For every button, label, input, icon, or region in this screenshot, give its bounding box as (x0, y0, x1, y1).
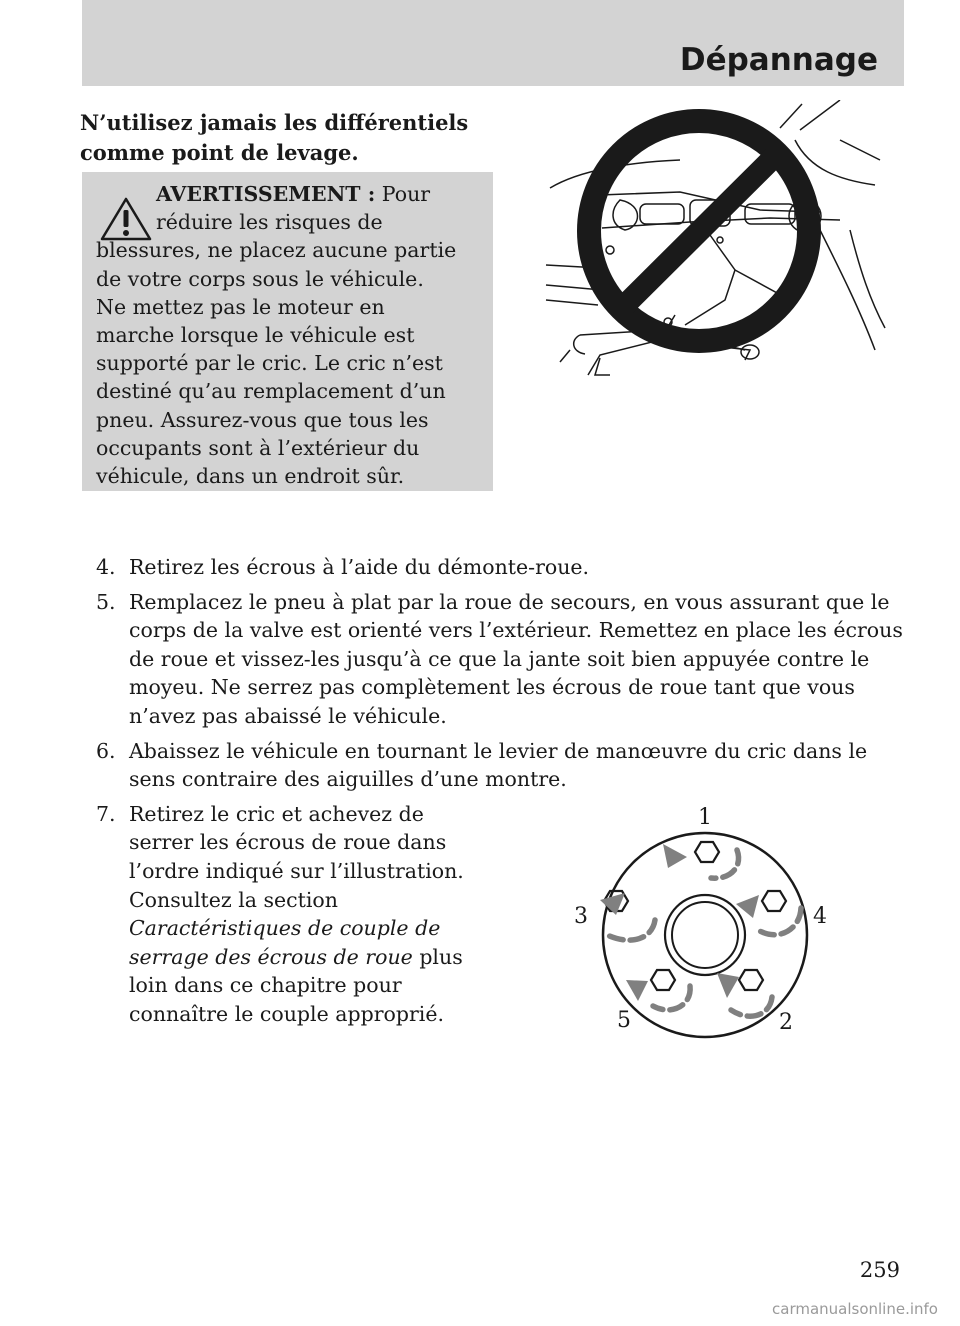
warning-line-4: Ne mettez pas le moteur en (96, 294, 385, 319)
step-4 (96, 553, 916, 582)
warning-line-6: supporté par le cric. Le cric n’est (96, 351, 443, 376)
step-number: 4. (96, 555, 116, 579)
arrowhead-5 (626, 980, 648, 1001)
lug-nut-2 (739, 970, 763, 990)
watermark: carmanualsonline.info (772, 1300, 938, 1318)
warning-line-7: destiné qu’au remplacement d’un (96, 379, 446, 404)
lug-nut-tightening-sequence-illustration (565, 800, 845, 1045)
sequence-label-4: 4 (813, 904, 827, 929)
header-band (82, 0, 904, 86)
step-7-text-after: plus loin dans ce chapitre pour connaître le couple approprié. (129, 944, 463, 1026)
step-number: 5. (96, 589, 116, 614)
sequence-arrow-2 (731, 997, 772, 1016)
step-text: Abaissez le véhicule en tournant le levier de manœuvre du cric dans le sens contraire des aiguilles d’une montre. (129, 738, 868, 792)
warning-line-8: pneu. Assurez-vous que tous les (96, 407, 429, 432)
sequence-arrow-1 (711, 850, 739, 878)
step-5 (96, 588, 916, 731)
warning-label: AVERTISSEMENT : (156, 182, 376, 206)
step-7-text-before: Retirez le cric et achevez de serrer les écrous de roue dans l’ordre indiqué sur l’illustration. Consultez la section (129, 801, 464, 912)
lug-nut-5 (651, 970, 675, 990)
arrowhead-1 (663, 844, 687, 868)
jack-under-differential-illustration (540, 100, 890, 382)
hub-outer (665, 895, 745, 975)
step-text: Retirez les écrous à l’aide du démonte-roue. (129, 555, 590, 579)
step-number: 6. (96, 738, 116, 763)
warning-first-line-rest: Pour (381, 182, 431, 206)
warning-line-1: réduire les risques de (156, 210, 383, 235)
sequence-arrow-3 (605, 920, 655, 940)
warning-first-line (96, 180, 479, 208)
warning-line-2: blessures, ne placez aucune partie (96, 238, 457, 263)
sequence-label-1: 1 (698, 805, 712, 830)
intro-line-2: comme point de levage. (80, 140, 359, 165)
page-number: 259 (859, 1258, 900, 1282)
step-text: Remplacez le pneu à plat par la roue de secours, en vous assurant que le corps de la valve est orienté vers l’extérieur. Remettez en place les écrous de roue et vissez-les jusqu’à ce que la jante soit bien appuyée contre le moyeu. Ne serrez pas complètement les écrous de roue tant que vous n’avez pas abaissé le véhicule. (129, 589, 903, 728)
warning-line-3: de votre corps sous le véhicule. (96, 266, 424, 291)
step-text (129, 800, 489, 1029)
warning-triangle-icon (100, 196, 152, 242)
lug-nut-1 (695, 842, 719, 862)
intro-line-1: N’utilisez jamais les différentiels (80, 110, 469, 135)
arrowhead-2 (717, 973, 739, 998)
sequence-label-2: 2 (779, 1010, 793, 1035)
sequence-label-3: 3 (574, 904, 588, 929)
step-6 (96, 737, 916, 794)
step-number: 7. (96, 801, 116, 826)
warning-line-10: véhicule, dans un endroit sûr. (96, 464, 405, 489)
sequence-label-5: 5 (617, 1008, 631, 1033)
warning-line-9: occupants sont à l’extérieur du (96, 435, 420, 460)
page-title: Dépannage (679, 42, 878, 78)
lug-nut-4 (762, 891, 786, 911)
section-reference: Caractéristiques de couple de serrage des écrous de roue (129, 916, 441, 969)
intro-note (80, 108, 520, 168)
hub-inner (672, 902, 738, 968)
warning-line-5: marche lorsque le véhicule est (96, 323, 415, 348)
